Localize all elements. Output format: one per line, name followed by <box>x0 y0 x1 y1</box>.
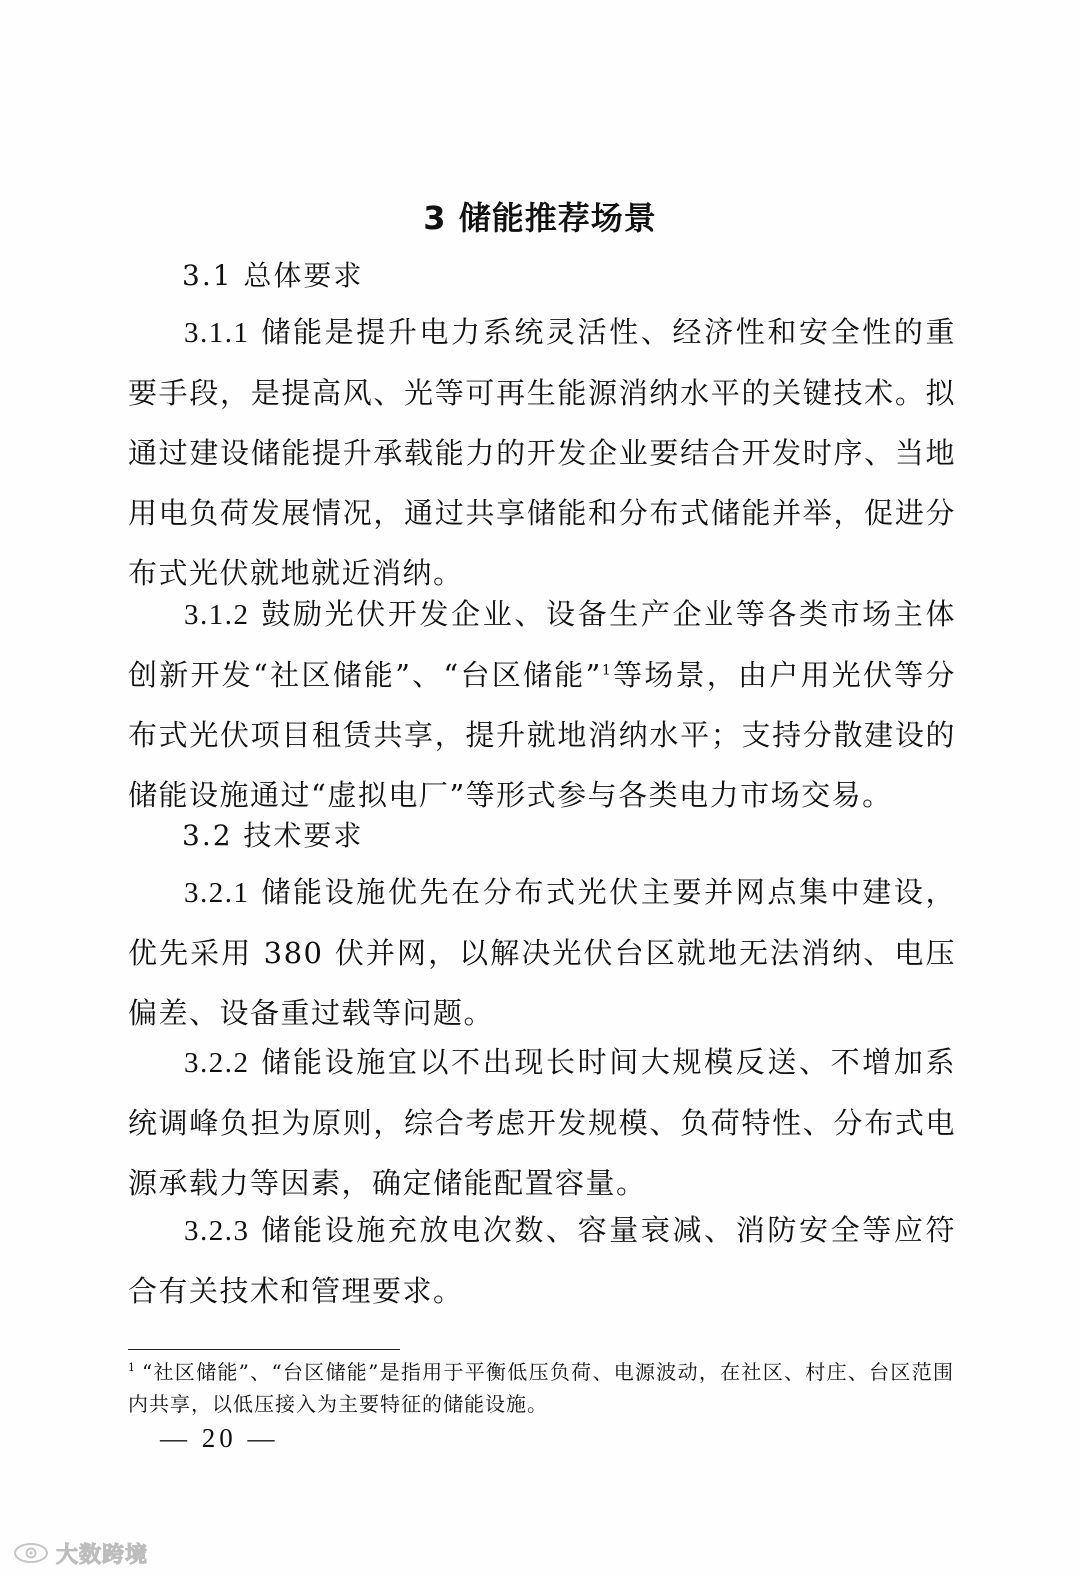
clause-text: 储能设施充放电次数、容量衰减、消防安全等应符合有关技术和管理要求。 <box>128 1213 957 1308</box>
clause-number: 3.2.1 <box>184 877 250 909</box>
eye-logo-icon <box>12 1540 50 1566</box>
watermark-text: 大数跨境 <box>56 1542 149 1568</box>
footnote-reference: 1 <box>601 662 613 679</box>
paragraph-3-2-1 <box>128 862 956 1043</box>
paragraph-3-1-1 <box>128 302 956 603</box>
subsection-heading-3-2: 3.2 技术要求 <box>182 819 364 852</box>
footnote <box>128 1356 954 1420</box>
paragraph-3-2-3 <box>128 1200 956 1321</box>
footnote-divider <box>128 1349 400 1350</box>
clause-number: 3.1.2 <box>184 599 250 631</box>
clause-text: 储能设施优先在分布式光伏主要并网点集中建设，优先采用 380 伏并网，以解决光伏台区就地无法消纳、电压偏差、设备重过载等问题。 <box>128 875 957 1030</box>
clause-number: 3.2.2 <box>184 1047 250 1079</box>
clause-number: 3.2.3 <box>184 1215 250 1247</box>
page-number: — 20 — <box>160 1423 279 1453</box>
watermark <box>12 1538 148 1568</box>
clause-text: 储能是提升电力系统灵活性、经济性和安全性的重要手段，是提高风、光等可再生能源消纳水平的关键技术。拟通过建设储能提升承载能力的开发企业要结合开发时序、当地用电负荷发展情况，通过共享储能和分布式储能并举，促进分布式光伏就地就近消纳。 <box>128 315 957 590</box>
clause-text-before-footnote: 鼓励光伏开发企业、设备生产企业等各类市场主体创新开发“社区储能”、“台区储能” <box>128 597 957 692</box>
clause-text: 储能设施宜以不出现长时间大规模反送、不增加系统调峰负担为原则，综合考虑开发规模、负荷特性、分布式电源承载力等因素，确定储能配置容量。 <box>128 1045 957 1200</box>
footnote-text: “社区储能”、“台区储能”是指用于平衡低压负荷、电源波动，在社区、村庄、台区范围内共享，以低压接入为主要特征的储能设施。 <box>128 1360 954 1416</box>
clause-number: 3.1.1 <box>184 317 250 349</box>
paragraph-3-1-2 <box>128 584 956 825</box>
clause-text-after-footnote: 等场景，由户用光伏等分布式光伏项目租赁共享，提升就地消纳水平；支持分散建设的储能设施通过“虚拟电厂”等形式参与各类电力市场交易。 <box>128 658 956 812</box>
section-title: 3 储能推荐场景 <box>423 199 657 237</box>
subsection-heading-3-1: 3.1 总体要求 <box>182 259 364 292</box>
footnote-number: 1 <box>128 1361 136 1375</box>
paragraph-3-2-2 <box>128 1032 956 1213</box>
